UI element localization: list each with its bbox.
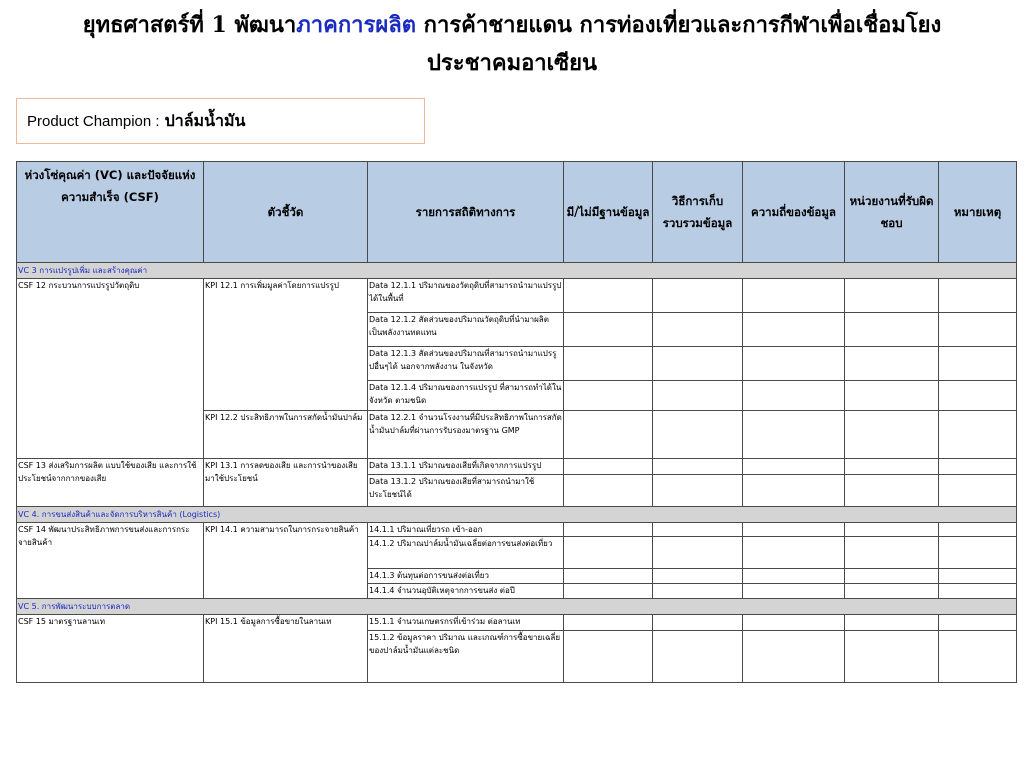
empty-cell bbox=[653, 584, 743, 599]
title-line-2: ประชาคมอาเซียน bbox=[426, 50, 598, 76]
data-cell: 15.1.1 จำนวนเกษตรกรที่เข้าร่วม ต่อลานเท bbox=[368, 615, 564, 631]
empty-cell bbox=[845, 381, 939, 411]
empty-cell bbox=[939, 313, 1017, 347]
data-cell: Data 12.1.2 สัดส่วนของปริมาณวัตถุดิบที่นำมาผลิตเป็นพลังงานทดแทน bbox=[368, 313, 564, 347]
empty-cell bbox=[564, 475, 653, 507]
header-frequency: ความถี่ของข้อมูล bbox=[743, 162, 845, 263]
empty-cell bbox=[653, 279, 743, 313]
empty-cell bbox=[845, 615, 939, 631]
empty-cell bbox=[564, 615, 653, 631]
empty-cell bbox=[743, 279, 845, 313]
empty-cell bbox=[653, 347, 743, 381]
section-row bbox=[17, 507, 1017, 523]
data-cell: Data 13.1.1 ปริมาณของเสียที่เกิดจากการแปรรูป bbox=[368, 459, 564, 475]
csf-cell: CSF 13 ส่งเสริมการผลิต แบบใช้ของเสีย และการใช้ประโยชน์จากกากของเสีย bbox=[17, 459, 204, 507]
empty-cell bbox=[653, 381, 743, 411]
empty-cell bbox=[653, 631, 743, 683]
empty-cell bbox=[939, 475, 1017, 507]
header-agency: หน่วยงานที่รับผิดชอบ bbox=[845, 162, 939, 263]
table-row bbox=[17, 615, 1017, 631]
empty-cell bbox=[653, 475, 743, 507]
empty-cell bbox=[845, 584, 939, 599]
header-has-database: มี/ไม่มีฐานข้อมูล bbox=[564, 162, 653, 263]
section-vc3: VC 3 การแปรรูปเพิ่ม และสร้างคุณค่า bbox=[17, 263, 1017, 279]
empty-cell bbox=[743, 537, 845, 569]
title-line-1 bbox=[0, 6, 1024, 44]
kpi-cell: KPI 12.2 ประสิทธิภาพในการสกัดน้ำมันปาล์ม bbox=[204, 411, 368, 459]
empty-cell bbox=[939, 411, 1017, 459]
data-cell: 14.1.1 ปริมาณเที่ยวรถ เข้า-ออก bbox=[368, 523, 564, 537]
section-vc4-suffix: (Logistics) bbox=[176, 510, 221, 519]
empty-cell bbox=[653, 313, 743, 347]
empty-cell bbox=[653, 411, 743, 459]
data-cell: 14.1.2 ปริมาณปาล์มน้ำมันเฉลี่ยต่อการขนส่งต่อเที่ยว bbox=[368, 537, 564, 569]
empty-cell bbox=[845, 475, 939, 507]
empty-cell bbox=[743, 459, 845, 475]
csf-cell: CSF 15 มาตรฐานลานเท bbox=[17, 615, 204, 683]
empty-cell bbox=[939, 569, 1017, 584]
empty-cell bbox=[653, 615, 743, 631]
header-row bbox=[17, 162, 1017, 263]
header-vc: ห่วงโซ่คุณค่า (VC) และปัจจัยแห่งความสำเร็จ (CSF) bbox=[17, 162, 204, 263]
section-vc5: VC 5. การพัฒนาระบบการตลาด bbox=[17, 599, 1017, 615]
empty-cell bbox=[564, 381, 653, 411]
empty-cell bbox=[564, 313, 653, 347]
empty-cell bbox=[939, 459, 1017, 475]
empty-cell bbox=[845, 279, 939, 313]
empty-cell bbox=[564, 569, 653, 584]
empty-cell bbox=[939, 279, 1017, 313]
empty-cell bbox=[653, 459, 743, 475]
empty-cell bbox=[939, 347, 1017, 381]
product-champion-box bbox=[16, 98, 425, 144]
empty-cell bbox=[743, 411, 845, 459]
empty-cell bbox=[564, 584, 653, 599]
empty-cell bbox=[564, 537, 653, 569]
empty-cell bbox=[743, 475, 845, 507]
empty-cell bbox=[564, 411, 653, 459]
empty-cell bbox=[743, 381, 845, 411]
empty-cell bbox=[743, 313, 845, 347]
empty-cell bbox=[939, 381, 1017, 411]
empty-cell bbox=[564, 279, 653, 313]
header-kpi: ตัวชี้วัด bbox=[204, 162, 368, 263]
empty-cell bbox=[653, 523, 743, 537]
csf-cell: CSF 14 พัฒนาประสิทธิภาพการขนส่งและการกระจายสินค้า bbox=[17, 523, 204, 599]
section-row bbox=[17, 263, 1017, 279]
empty-cell bbox=[743, 347, 845, 381]
data-cell: 15.1.2 ข้อมูลราคา ปริมาณ และเกณฑ์การซื้อขายเฉลี่ยของปาล์มน้ำมันแต่ละชนิด bbox=[368, 631, 564, 683]
data-cell: Data 12.2.1 จำนวนโรงงานที่มีประสิทธิภาพในการสกัดน้ำมันปาล์มที่ผ่านการรับรองมาตรฐาน GMP bbox=[368, 411, 564, 459]
empty-cell bbox=[845, 313, 939, 347]
data-cell: 14.1.3 ต้นทุนต่อการขนส่งต่อเที่ยว bbox=[368, 569, 564, 584]
empty-cell bbox=[743, 631, 845, 683]
empty-cell bbox=[564, 459, 653, 475]
data-cell: Data 13.1.2 ปริมาณของเสียที่สามารถนำมาใช้ประโยชน์ได้ bbox=[368, 475, 564, 507]
title-accent: ภาคการผลิต bbox=[296, 12, 416, 38]
empty-cell bbox=[564, 347, 653, 381]
empty-cell bbox=[845, 523, 939, 537]
empty-cell bbox=[564, 523, 653, 537]
empty-cell bbox=[653, 537, 743, 569]
product-champion-label: Product Champion : bbox=[27, 112, 160, 130]
empty-cell bbox=[845, 631, 939, 683]
empty-cell bbox=[845, 347, 939, 381]
empty-cell bbox=[743, 569, 845, 584]
kpi-cell: KPI 12.1 การเพิ่มมูลค่าโดยการแปรรูป bbox=[204, 279, 368, 411]
page-title bbox=[0, 6, 1024, 82]
empty-cell bbox=[564, 631, 653, 683]
kpi-cell: KPI 14.1 ความสามารถในการกระจายสินค้า bbox=[204, 523, 368, 599]
empty-cell bbox=[845, 569, 939, 584]
table-row bbox=[17, 279, 1017, 313]
empty-cell bbox=[845, 459, 939, 475]
empty-cell bbox=[939, 584, 1017, 599]
kpi-cell: KPI 13.1 การลดของเสีย และการนำของเสียมาใช้ประโยชน์ bbox=[204, 459, 368, 507]
empty-cell bbox=[845, 411, 939, 459]
empty-cell bbox=[939, 537, 1017, 569]
empty-cell bbox=[939, 615, 1017, 631]
empty-cell bbox=[743, 523, 845, 537]
data-cell: Data 12.1.1 ปริมาณของวัตถุดิบที่สามารถนำมาแปรรูปได้ในพื้นที่ bbox=[368, 279, 564, 313]
title-part-2: การค้าชายแดน การท่องเที่ยวและการกีฬาเพื่อเชื่อมโยง bbox=[416, 12, 942, 38]
product-champion-value: ปาล์มน้ำมัน bbox=[164, 110, 246, 130]
empty-cell bbox=[743, 584, 845, 599]
kpi-cell: KPI 15.1 ข้อมูลการซื้อขายในลานเท bbox=[204, 615, 368, 683]
data-cell: Data 12.1.4 ปริมาณของการแปรรูป ที่สามารถทำได้ในจังหวัด ตามชนิด bbox=[368, 381, 564, 411]
section-vc4 bbox=[17, 507, 1017, 523]
data-cell: Data 12.1.3 สัดส่วนของปริมาณที่สามารถนำมาแปรรูปอื่นๆได้ นอกจากพลังงาน ในจังหวัด bbox=[368, 347, 564, 381]
empty-cell bbox=[743, 615, 845, 631]
data-cell: 14.1.4 จำนวนอุบัติเหตุจากการขนส่ง ต่อปี bbox=[368, 584, 564, 599]
table-row bbox=[17, 523, 1017, 537]
header-note: หมายเหตุ bbox=[939, 162, 1017, 263]
section-row bbox=[17, 599, 1017, 615]
table-row bbox=[17, 459, 1017, 475]
empty-cell bbox=[653, 569, 743, 584]
empty-cell bbox=[939, 523, 1017, 537]
empty-cell bbox=[845, 537, 939, 569]
empty-cell bbox=[939, 631, 1017, 683]
csf-cell: CSF 12 กระบวนการแปรรูปวัตถุดิบ bbox=[17, 279, 204, 459]
header-stat: รายการสถิติทางการ bbox=[368, 162, 564, 263]
header-method: วิธีการเก็บรวบรวมข้อมูล bbox=[653, 162, 743, 263]
statistics-table bbox=[16, 161, 1017, 683]
section-vc4-label: VC 4. การขนส่งสินค้าและจัดการบริหารสินค้า bbox=[18, 510, 177, 519]
title-part-1: ยุทธศาสตร์ที่ 1 พัฒนา bbox=[82, 12, 297, 38]
